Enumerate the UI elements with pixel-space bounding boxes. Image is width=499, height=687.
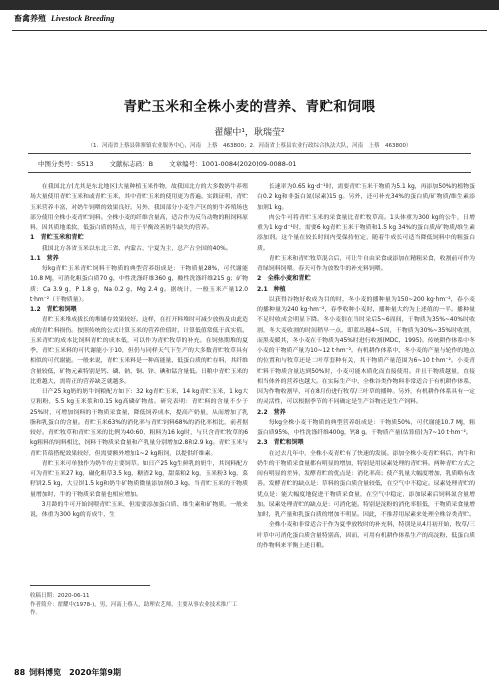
paragraph: 每kg全株小麦干物质的典型营养组成是：干物质50%，可代谢能10.7 MJ，粗蛋白质95%，中性洗涤纤维400g，钙8 g。干物质产量(估算值)为7~10 t·hm⁻²。 <box>257 419 475 436</box>
footnote-rule <box>30 585 150 586</box>
section-heading: 1 青贮玉米和青贮 <box>30 234 84 242</box>
section-heading: 1.1 营养 <box>30 254 59 262</box>
footnote <box>30 592 248 618</box>
page-number: 88 <box>14 668 26 677</box>
right-column <box>257 182 475 551</box>
header-rule <box>12 30 487 31</box>
page-header <box>0 0 499 41</box>
section-heading: 1.2 青贮和饲喂 <box>30 306 77 313</box>
paragraph: 青贮玉米和青贮牧草混合后，可让牛自由采食或添加在精粗采食，收割前可作为青绿饲料饲喂。春天可作为放牧牛的补充料饲喂。 <box>257 255 475 272</box>
received-date: 收稿日期：2020-06-11 <box>30 593 90 599</box>
section-cn: 畜禽养殖 <box>14 14 46 23</box>
section-en: Livestock Breeding <box>51 14 115 23</box>
meta-rule-top <box>28 153 471 154</box>
paragraph: 以获得谷物好收成为目的时，冬小麦的播种量为150~200 kg·hm⁻²，春小麦的播种量为240 kg·hm⁻²，春季收种小麦时，播种量大约为上述值的一半。播种量不足时收成会明显下降。冬小麦很在当时采后5~6周间，干物质为35%~40%时收割，冬大麦收割的时间稍早一点，即蓝出穗4~5周，干物质为30%~35%时收割，而黑麦暖其，冬小麦在干物质为45%时进行收割(MDC，1995)。传统耕作体系中冬小麦的干物质产量为10~12 t·hm⁻²。有机耕作体系中，冬小麦的产量与轮作的地点的位置和与牧草还是二叶草套种有关，其干物质产量范围为6~10 t·hm⁻²。小麦青贮料干物质含量达到50%时，小麦可能木质化而直接使用。并且干物质越量，直接相当体外的营养也越大。在实际生产中，全株谷类作物料非常适合于有机耕作体系，因为作物收割早，可在8月份进行牧草/三叶草的播种。另外，有机耕作体系具有一定的灵活性，可以根据季节的不同确定是生产谷物还是生产饲料。 <box>257 296 475 406</box>
paragraph: 全株小麦和非常适合于作为夏季放牧时的补充料，特别是从4月初开始，牧草/三叶草中可消化蛋白质含量特别高，因而，可用有机耕作体系生产的高淀粉、低蛋白质的作物料来平衡上述日粮。 <box>257 522 475 549</box>
left-column <box>30 182 248 520</box>
article-meta <box>38 159 311 168</box>
header-bar <box>0 0 499 10</box>
journal-issue: 饲料博览 2020年第9期 <box>29 668 121 677</box>
author-bio: 作者简介：翟耀中(1978-)，男，河南上蔡人，助理农艺师，主要从事农业技术推广工作。 <box>30 601 238 616</box>
article-number: 文章编号：1001-0084(2020)09-0088-01 <box>169 160 297 168</box>
paragraph: 每kg青贮玉米青贮饲料干物质的典型营养组成是：干物质量28%，可代谢能10.8 MJ，可消化粗蛋白质70 g，中性洗涤纤维360 g，酸性洗涤纤维215 g；矿物质：Ca 3.9 g，P 1.8 g，Na 0.2 g，Mg 2.4 g。据统计，一般玉米产量12.0 t·hm⁻²（干物质量）。 <box>30 266 248 303</box>
paragraph: 长速率为0.65 kg·d⁻¹时，需要青贮玉米干物质为5.1 kg，再添加50%的植物蛋白0.2 kg和非蛋白氮(尿素)15 g。另外，还可补充34%的蛋白质/矿物质/维生素添加剂1 kg。 <box>257 184 475 211</box>
article-title: 青贮玉米和全株小麦的营养、青贮和饲喂 <box>123 99 376 115</box>
section-heading: 2.2 营养 <box>257 408 286 416</box>
doc-code: 文献标志码：B <box>109 160 154 168</box>
paragraph: 在过去几年中，全株小麦青贮有了快速的发展。添加全株小麦青贮料后，肉牛和奶牛的干物质采食量都有明显的增加，特别是用尿素处理的青贮料。两种青贮方式之间有明显的差异，发酵青贮的优点是：消化率高；使产乳量大幅度增加，乳质略有改善。发酵青贮的缺点是：草料的蛋白质含量较低，在空气中不稳定。尿素处理青贮的优点是：能大幅度地促进干物质采食量，在空气中稳定，添加尿素后饲料氮含量增加。尿素处理青贮的缺点是：可消化能。特别是淀粉的消化率很低，干物质采食量增加时，乳产量和乳蛋白质的增加不明显。因此，不推荐用尿素来处理全株谷类青贮。 <box>257 450 475 518</box>
page-footer <box>14 667 121 678</box>
paragraph: 日产25 kg奶的奶牛饲粮配方如下：32 kg青贮玉米，14 kg青贮玉米，1 kg大豆粗粉，5.5 kg玉米浆和0.15 kg高磷矿物盐。研究表明：青贮料的含量不少于25%时，可增加饲料的干物质采食量，降低饲养成本，提高产奶量，从而增加了乳脂和乳蛋白的含量。青贮玉米63%的消化率与青贮饲料68%的消化率相比，前者据较好。青贮牧草和青贮玉米的比例为40:60，粗料为16 kg时，与只含青贮牧草的6 kg粗料的饲料相比，饲料干物质采食量和产乳量分别增加2.8和2.9 kg。青贮玉米与青贮苜蓿搭配效果较好，但需要额外增加1~2 kg粗饲，以提供纤维素。 <box>30 389 248 457</box>
section-label <box>14 13 114 24</box>
clc-number: 中图分类号：S513 <box>38 160 94 168</box>
paragraph: 3月龄的牛可开始饲喂青贮玉米，但需要添加蛋白质、维生素和矿物质。一般来说，体重为300 kg的育成牛，生 <box>30 501 248 518</box>
article-authors: 翟耀中¹，耿瑞莹² <box>214 128 285 138</box>
paragraph: 我国北方各省玉米以东北三省、内蒙古、宁夏为主，总产占全国的40%。 <box>41 245 232 252</box>
section-heading: 2.3 青贮和饲喂 <box>257 439 304 447</box>
section-heading: 2 全株小麦和青贮 <box>257 275 311 283</box>
article-affiliation: （1．河南省上蔡县韩寨镇农业服务中心，河南 上蔡 463800；2．河南省上蔡县农业行政综合执法大队，河南 上蔡 463800） <box>87 143 412 149</box>
paragraph: 青贮玉米堆成拔长的堆铺存效果较好。这样，在打开料堆时可减少放热及由此造成的青贮料损伤。按照传统的公式计算玉米的营养价值时，计算低值常低于真实值。玉米青贮的成本比饲料青贮的成本低，可以作为青贮牧草的补充。在饲热期堆的夏季，青贮玉米料的可代谢能小于10，但仍与同样天气下生产的大多数青贮牧草具有相似的可代谢能。一般来说，青贮玉米料是一种高能量、低蛋白质的贮存料，其纤维含量较低，矿物元素特别是钙、磷、钠、铜、锌、碘和锰含量低。日粮中青贮玉米的比重越大，需将正的营养缺乏就越多。 <box>30 317 248 385</box>
paragraph: 在我国北方(尤其是东北地区)大量种植玉米作物，故我国北方的大多数奶牛养殖场大量使用青贮玉米和或青贮玉米，其中青贮玉米的使用更为普遍。实践证明，青贮玉米营养丰富，对奶牛饲喂的效果良好。另外，我国部分小麦生产区的奶牛养殖场也部分使用全株小麦青贮饲料。全株小麦的纤维含量高，适合作为反刍动物的粗饲料原料，因其质地柔软，低蛋白质的特点，用于平衡改善奶牛缺失的营养。 <box>30 184 248 231</box>
section-heading: 2.1 种植 <box>257 285 286 293</box>
paragraph: 青贮玉米可单独作为奶牛的主要饲草。如日产25 kg生鲜乳的奶牛，其饲料配方可为青贮玉米27 kg，碾化粗草3.5 kg，糖渣2 kg，甜菜粕2 kg，玉米粉3 kg，菜籽饼2.5 kg，大豆饼1.5 kg和奶牛矿物质微量添加剂0.3 kg。当青贮玉米的干物质量增加时，牛的干物质采食量也相应增加。 <box>30 460 248 498</box>
paragraph: 肉公牛可将青贮玉米的采食量比青贮牧草高。1头体重为300 kg的公牛，日增重为1 kg·d⁻¹时，需要6 kg青贮玉米干物质和1.5 kg 34%的蛋白质/矿物质/维生素添加剂。这个量在较长时间内受保持恒定，随着牛成长可适当降低饲料中的粗蛋白质。 <box>257 214 475 252</box>
meta-rule-bottom <box>28 172 471 173</box>
